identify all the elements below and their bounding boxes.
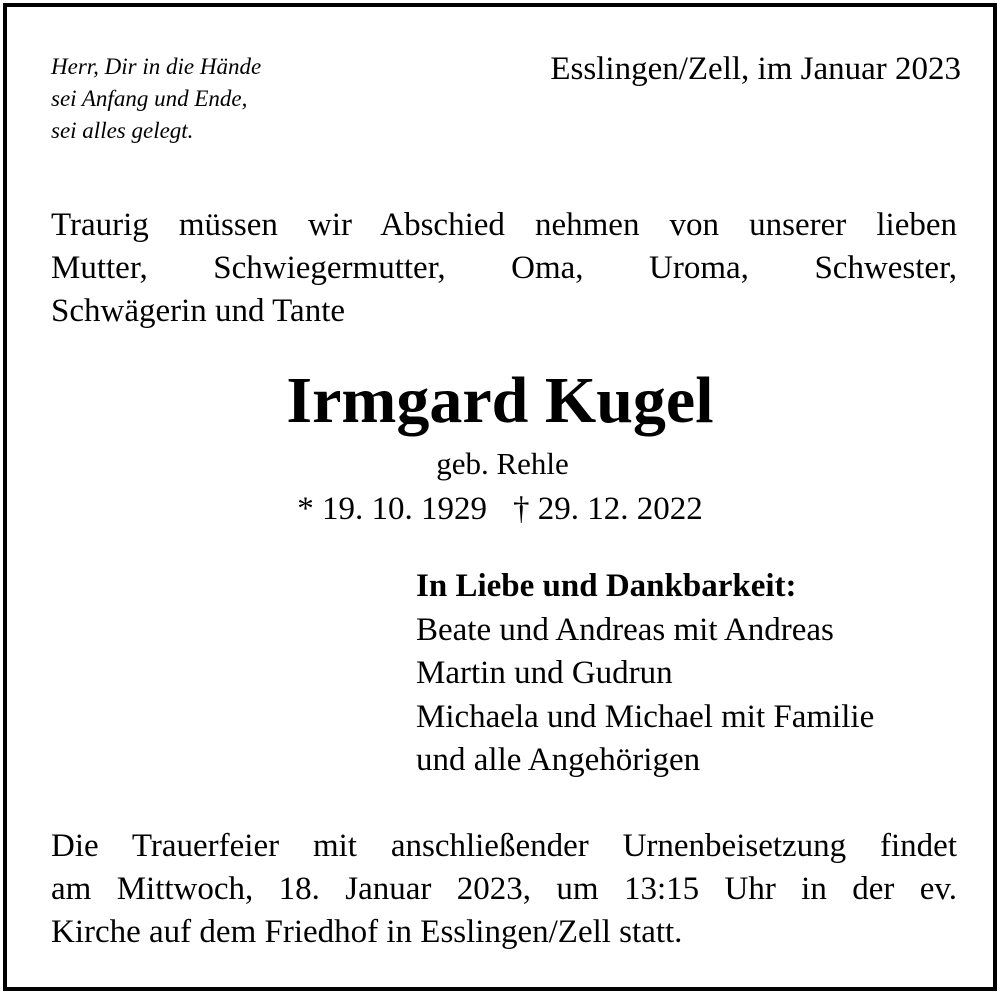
intro-line: Mutter, Schwiegermutter, Oma, Uroma, Schwester, [51,250,957,286]
service-line: am Mittwoch, 18. Januar 2023, um 13:15 Uhr in der ev. [51,871,957,907]
mourner-line: Martin und Gudrun [416,655,673,691]
intro-line: Traurig müssen wir Abschied nehmen von unserer lieben [51,207,957,243]
death-date: † 29. 12. 2022 [513,491,703,527]
birth-name: geb. Rehle [436,446,569,481]
obituary-notice [3,3,997,991]
service-line: Die Trauerfeier mit anschließender Urnenbeisetzung findet [51,828,957,864]
intro-line: Schwägerin und Tante [51,293,346,329]
verse-line: sei alles gelegt. [51,118,194,143]
life-dates [7,487,993,531]
funeral-service-info [51,825,957,954]
intro-text [51,204,957,333]
mourners-heading: In Liebe und Dankbarkeit: [416,568,797,604]
place-and-date: Esslingen/Zell, im Januar 2023 [550,51,961,87]
mourner-line: und alle Angehörigen [416,742,701,778]
service-line: Kirche auf dem Friedhof in Esslingen/Zell statt. [51,914,683,950]
bible-verse [51,51,261,147]
mourners-list [416,565,874,783]
birth-date: * 19. 10. 1929 [297,491,487,527]
mourner-line: Beate und Andreas mit Andreas [416,611,834,648]
mourner-line: Michaela und Michael mit Familie [416,698,875,735]
verse-line: Herr, Dir in die Hände [51,54,262,79]
deceased-name: Irmgard Kugel [286,364,714,437]
verse-line: sei Anfang und Ende, [51,86,248,111]
